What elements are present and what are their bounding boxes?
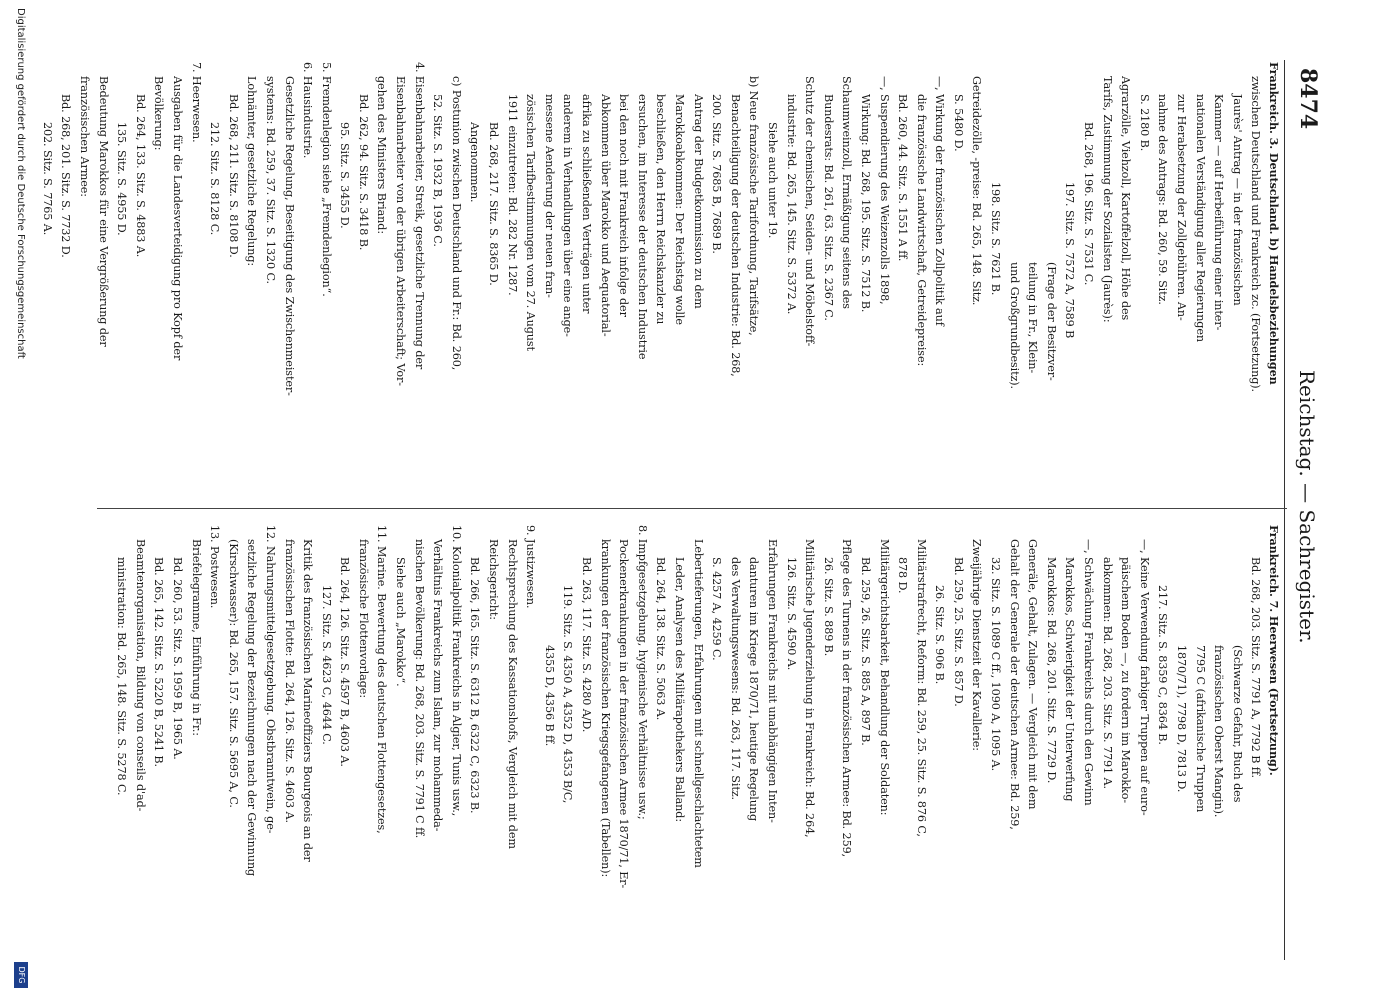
index-entry-line: —, Schwächung Frankreichs durch den Gewinn: [1082, 539, 1096, 806]
index-entry-line: Marokkos, Schwierigkeit der Unterwerfung: [1063, 557, 1077, 802]
index-entry-line: —, Keine Verwendung farbiger Truppen auf euro-: [1137, 539, 1151, 816]
index-entry-line: bei den noch mit Frankreich infolge der: [617, 94, 631, 317]
index-entry-line: und Großgrundbesitz).: [1007, 262, 1021, 390]
left-column: [37, 62, 1283, 502]
index-entry-line: 9. Justizwesen.: [524, 525, 538, 609]
column-divider: [97, 508, 1287, 509]
index-entry-line: Bd. 268, 217. Sitz. S. 8365 D.: [487, 122, 501, 286]
index-entry-line: 32. Sitz. S. 1089 C ff., 1090 A, 1095 A.: [989, 557, 1003, 772]
index-entry-line: danturen im Kriege 1870/71, heutige Regelung: [747, 557, 761, 822]
index-entry-line: 6. Hausindustrie.: [301, 62, 315, 159]
dfg-logo-icon: DFG: [14, 962, 28, 988]
index-entry-line: Rechtsprechung des Kassationshofs, Vergleich mit dem: [505, 539, 519, 849]
index-entry-line: Jaurès' Antrag — in der französischen: [1230, 94, 1244, 306]
index-entry-line: gehen des Ministers Briand:: [375, 76, 389, 235]
index-entry-line: 4355 D, 4356 B ff.: [542, 645, 556, 747]
index-entry-line: Marokkos: Bd. 268, 201. Sitz. S. 7729 D.: [1044, 557, 1058, 784]
index-entry-line: Pflege des Turnens in der französischen Armee: Bd. 259,: [840, 539, 854, 858]
index-entry-line: Agrarzölle, Viehzoll, Kartoffelzoll, Höhe des: [1119, 76, 1133, 321]
page-number: 8474: [1295, 68, 1321, 130]
index-entry-line: Benachteiligung der deutschen Industrie: Bd. 268,: [728, 94, 742, 377]
index-entry-line: Schutz der chemischen, Seiden- und Möbelstoff-: [803, 76, 817, 347]
index-entry-line: messene Aenderung der neuen fran-: [542, 94, 556, 298]
page-header: [1284, 60, 1335, 960]
index-entry-line: 200. Sitz. S. 7685 B, 7689 B.: [710, 94, 724, 254]
index-entry-line: Bd. 268, 196. Sitz. S. 7531 C.: [1082, 122, 1096, 286]
index-entry-line: abkommen: Bd. 268, 203. Sitz. S. 7791 A.: [1100, 557, 1114, 789]
index-entry-line: französische Flottenvorlage:: [356, 539, 370, 698]
index-entry-line: Bedeutung Marokkos für eine Vergrößerung der: [96, 76, 110, 347]
index-entry-line: (Schwarze Gefahr, Buch des: [1230, 645, 1244, 803]
index-entry-line: 13. Postwesen.: [208, 525, 222, 609]
index-entry-line: anderem in Verhandlungen über eine ange-: [561, 94, 575, 337]
index-entry-line: —, Suspendierung des Weizenzolls 1898,: [877, 76, 891, 305]
index-entry-line: industrie: Bd. 265, 145. Sitz. S. 5372 A.: [784, 94, 798, 315]
index-entry-line: Kammer — auf Herbeiführung einer inter-: [1212, 94, 1226, 331]
index-entry-line: Frankreich. 3. Deutschland. b) Handelsbeziehungen: [1267, 62, 1281, 385]
index-entry-line: Erfahrungen Frankreichs mit unabhängigen Inten-: [765, 539, 779, 823]
index-entry-line: Ausgaben für die Landesverteidigung pro Kopf der: [170, 76, 184, 361]
index-entry-line: Bevölkerung:: [152, 76, 166, 151]
index-entry-line: Reichsgericht:: [487, 539, 501, 620]
index-entry-line: 26. Sitz. S. 889 B.: [821, 557, 835, 657]
index-entry-line: zwischen Deutschland und Frankreich zc. (Fortsetzung).: [1249, 76, 1263, 392]
index-entry-line: Bd. 268, 203. Sitz. S. 7791 A, 7792 B ff.: [1249, 557, 1263, 778]
running-title: Reichstag. — Sachregister.: [1295, 370, 1319, 644]
index-entry-line: ersuchen, im Interesse der deutschen Industrie: [635, 94, 649, 360]
index-entry-line: (Frage der Besitzver-: [1044, 262, 1058, 381]
index-entry-line: c) Postunion zwischen Deutschland und Fr.: Bd. 260,: [449, 76, 463, 371]
index-entry-line: Wirkung: Bd. 268, 195. Sitz. S. 7512 B.: [858, 94, 872, 313]
index-entry-line: Lohnämter, gesetzliche Regelung:: [245, 76, 259, 267]
index-entry-line: 5. Fremdenlegion siehe „Fremdenlegion“.: [319, 62, 333, 297]
index-entry-line: 7795 C (afrikanische Truppen: [1193, 645, 1207, 813]
index-entry-line: Siehe auch „Marokko“.: [394, 557, 408, 687]
index-entry-line: Beamtenorganisation, Bildung von conseils d'ad-: [133, 539, 147, 812]
index-entry-line: Pockenerkrankungen in der französischen Armee 1870/71, Er-: [617, 539, 631, 889]
index-entry-line: nationalen Verständigung aller Regierungen: [1193, 94, 1207, 342]
index-entry-line: 135. Sitz. S. 4955 D.: [115, 122, 129, 236]
index-entry-line: Schaumweinzoll, Ermäßigung seitens des: [840, 76, 854, 309]
index-entry-line: 878 D.: [896, 557, 910, 594]
index-entry-line: S. 4257 A, 4259 C.: [710, 557, 724, 661]
index-entry-line: französischen Flotte: Bd. 264, 126. Sitz. S. 4603 A.: [282, 539, 296, 823]
index-entry-line: Bd. 264, 133. Sitz. S. 4883 A.: [133, 94, 147, 258]
index-entry-line: 4. Eisenbahnarbeiter, Streik, gesetzliche Trennung der: [412, 62, 426, 370]
right-column: [112, 525, 1283, 965]
index-entry-line: 12. Nahrungsmittelgesetzgebung. Obstbranntwein, ge-: [263, 525, 277, 834]
index-entry-line: Militärstrafrecht, Reform: Bd. 259, 25. Sitz. S. 876 C,: [914, 539, 928, 837]
index-entry-line: systems: Bd. 259, 37. Sitz. S. 1320 C.: [263, 76, 277, 284]
index-entry-line: Bd. 260, 53. Sitz. S. 1959 B, 1965 A.: [170, 557, 184, 760]
index-entry-line: Bd. 262, 94. Sitz. S. 3418 B.: [356, 94, 370, 251]
index-entry-line: französischen Oberst Mangin).: [1212, 645, 1226, 818]
index-entry-line: Frankreich. 7. Heerwesen (Fortsetzung).: [1267, 525, 1281, 776]
index-entry-line: Getreidezölle, -preise: Bd. 265, 148. Sitz.: [970, 76, 984, 306]
index-entry-line: ministration: Bd. 265, 148. Sitz. S. 5278 C.: [115, 557, 129, 796]
index-entry-line: 1911 einzutreten: Bd. 282 Nr. 1287.: [505, 94, 519, 296]
index-entry-line: 127. Sitz. S. 4623 C, 4644 C.: [319, 585, 333, 745]
index-entry-line: Kritik des französischen Marineoffiziers Bourgeois an der: [301, 539, 315, 862]
index-entry-line: beschließen, den Herrn Reichskanzler zu: [654, 94, 668, 325]
index-entry-line: 8. Impfgesetzgebung, hygienische Verhältnisse usw.;: [635, 525, 649, 820]
index-entry-line: krankungen der französischen Kriegsgefangenen (Tabellen):: [598, 539, 612, 878]
index-entry-line: Bd. 259, 26. Sitz. S. 885 A, 897 B.: [858, 557, 872, 746]
index-entry-line: französischen Armee:: [78, 76, 91, 197]
index-entry-line: Zweijährige Dienstzeit der Kavallerie:: [970, 539, 984, 751]
index-entry-line: Verhältnis Frankreichs zum Islam, zur mohammeda-: [431, 539, 445, 832]
index-entry-line: die französische Landwirtschaft, Getreidepreise:: [914, 94, 928, 367]
index-entry-line: Gesetzliche Regelung, Beseitigung des Zwischenmeister-: [282, 76, 296, 396]
index-entry-line: Briefelegramme, Einführung in Fr.:: [189, 539, 203, 736]
index-entry-line: Bd. 260, 44. Sitz. S. 1551 A ff.: [896, 94, 910, 262]
index-entry-line: Militärgerichtsbarkeit, Behandlung der Soldaten:: [877, 539, 891, 816]
index-entry-line: Gehalt der Generale der deutschen Armee: Bd. 259,: [1007, 539, 1021, 830]
index-entry-line: 202. Sitz. S. 7765 A.: [40, 122, 54, 236]
index-entry-line: Antrag der Budgetkommission zu dem: [691, 94, 705, 309]
index-entry-line: 7. Heerwesen.: [189, 62, 203, 143]
index-entry-line: Leder, Analysen des Militärapothekers Balland:: [673, 557, 686, 823]
index-entry-line: Bd. 264, 126. Sitz. S. 4597 B, 4603 A.: [338, 557, 352, 767]
index-entry-line: Eisenbahnarbeiter von der übrigen Arbeiterschaft; Vor-: [394, 76, 408, 386]
index-entry-line: zur Herabsetzung der Zollgebühren. An-: [1175, 94, 1189, 321]
index-entry-line: b) Neue französische Tarifordnung, Tarifsätze,: [747, 76, 761, 336]
index-entry-line: 52. Sitz. S. 1932 B, 1936 C.: [431, 94, 445, 247]
index-entry-line: 126. Sitz. S. 4590 A.: [784, 557, 798, 671]
index-entry-line: afrika zu schließenden Verträgen unter: [580, 94, 594, 314]
index-entry-line: teilung in Fr., Klein-: [1026, 262, 1040, 374]
index-entry-line: des Verwaltungswesens: Bd. 263, 117. Sitz.: [728, 557, 742, 800]
index-entry-line: Bd. 268, 201. Sitz. S. 7732 D.: [59, 94, 73, 258]
index-entry-line: Bd. 268, 211. Sitz. S. 8108 D.: [226, 94, 240, 258]
index-entry-line: (Kirschwasser): Bd. 265, 157. Sitz. S. 5695 A, C.: [226, 539, 240, 808]
index-entry-line: Lebertieferungen, Erfahrungen mit schnellgeschlachtetem: [691, 539, 705, 868]
index-entry-line: nahme des Antrags: Bd. 260, 59. Sitz.: [1156, 94, 1170, 305]
index-entry-line: Bundesrats: Bd. 261, 63. Sitz. S. 2367 C.: [821, 94, 835, 321]
index-entry-line: Tarifs, Zustimmung der Sozialisten (Jaurès):: [1100, 76, 1114, 323]
index-entry-line: Bd. 263, 117. Sitz. S. 4280 A/D.: [580, 557, 594, 733]
index-entry-line: Bd. 266, 165. Sitz. S. 6312 B, 6322 C, 6323 B.: [468, 557, 482, 814]
index-entry-line: 11. Marine. Bewertung des deutschen Flottengesetzes,: [375, 525, 389, 834]
index-entry-line: nischen Bevölkerung: Bd. 268, 203. Sitz. S. 7791 C ff.: [412, 539, 426, 839]
index-entry-line: Siehe auch unter 19.: [765, 122, 779, 239]
index-entry-line: S. 2180 B.: [1137, 94, 1151, 152]
index-entry-line: Abkommen über Marokko und Aequatorial-: [598, 94, 612, 337]
index-entry-line: Generäle, Gehalt, Zulagen. — Vergleich mit dem: [1026, 539, 1040, 810]
index-entry-line: 95. Sitz. S. 3455 D.: [338, 122, 352, 229]
index-entry-line: 119. Sitz. S. 4350 A, 4352 D, 4353 B/C,: [561, 585, 575, 804]
digitization-note: Digitalisierung gefördert durch die Deutsche Forschungsgemeinschaft: [15, 8, 26, 359]
index-entry-line: 26. Sitz. S. 906 B.: [933, 585, 947, 685]
index-entry-line: 217. Sitz. S. 8359 C, 8364 B.: [1156, 585, 1170, 745]
index-entry-line: Bd. 259, 25. Sitz. S. 857 D.: [951, 557, 965, 707]
index-entry-line: Bd. 264, 138. Sitz. S. 5063 A.: [654, 557, 668, 721]
index-entry-line: 212. Sitz. S. 8128 C.: [208, 122, 222, 236]
index-entry-line: Bd. 265, 142. Sitz. S. 5220 B, 5241 B.: [152, 557, 166, 767]
index-entry-line: päischem Boden —, zu fordern im Marokko-: [1119, 557, 1133, 804]
index-entry-line: 198. Sitz. S. 7621 B.: [989, 182, 1003, 296]
index-entry-line: Marokkoabkommen: Der Reichstag wolle: [673, 94, 686, 325]
index-entry-line: setzliche Regelung der Bezeichnungen nach der Gewinnung: [245, 539, 259, 877]
index-entry-line: Angenommen.: [468, 122, 482, 203]
page-footer: [8, 8, 28, 988]
index-entry-line: 10. Kolonialpolitik Frankreichs in Algier, Tunis usw.,: [449, 525, 463, 817]
index-entry-line: S. 5480 D.: [951, 94, 965, 152]
index-entry-line: —, Wirkung der französischen Zollpolitik auf: [933, 76, 947, 326]
index-entry-line: Militärische Jugenderziehung in Frankreich: Bd. 264,: [803, 539, 817, 838]
index-entry-line: zösischen Tarifbestimmungen vom 27. August: [524, 94, 538, 351]
index-entry-line: 1870/71), 7798 D, 7813 D.: [1175, 645, 1189, 793]
index-entry-line: 197. Sitz. S. 7572 A, 7589 B: [1063, 182, 1077, 339]
